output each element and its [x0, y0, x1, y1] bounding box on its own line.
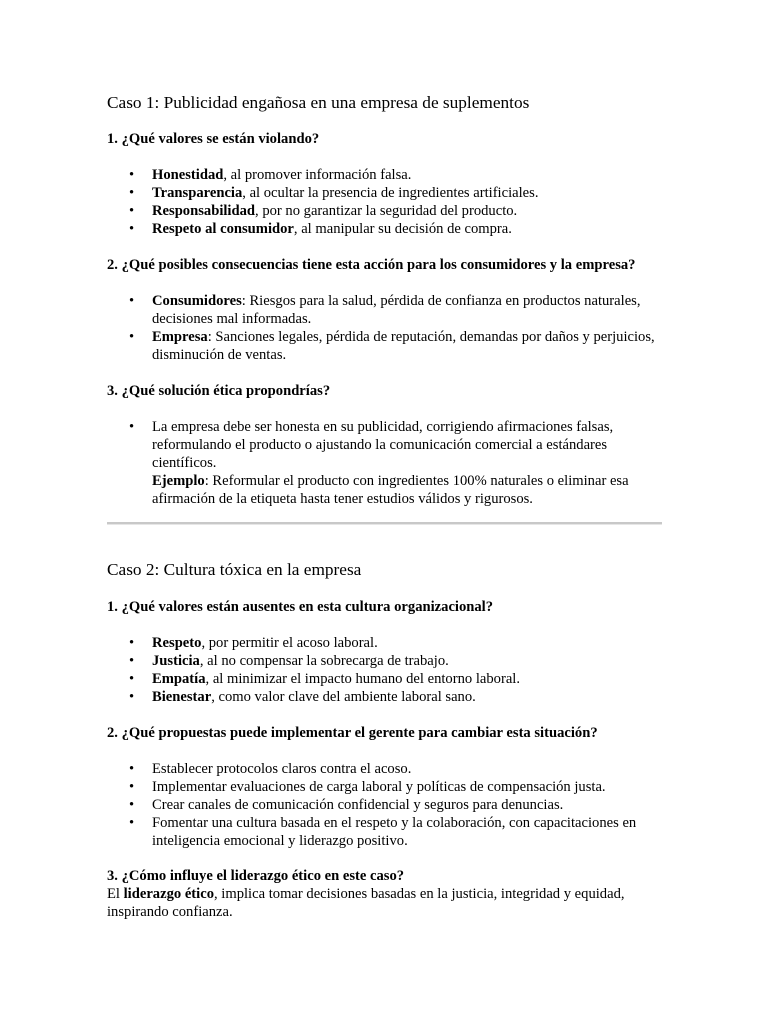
list-item: • Consumidores: Riesgos para la salud, pérdida de confianza en productos naturales, decisiones mal informadas.: [107, 292, 662, 328]
case2-proposals-list: [107, 760, 662, 850]
case1-consequences-list: [107, 292, 662, 364]
case2-question-2: 2. ¿Qué propuestas puede implementar el gerente para cambiar esta situación?: [107, 725, 598, 741]
list-item: • Establecer protocolos claros contra el acoso.: [107, 760, 662, 778]
list-item: • Crear canales de comunicación confidencial y seguros para denuncias.: [107, 796, 662, 814]
case2-question-1: 1. ¿Qué valores están ausentes en esta cultura organizacional?: [107, 599, 494, 615]
case1-title: Caso 1: Publicidad engañosa en una empresa de suplementos: [107, 93, 530, 112]
case1-values-list: [107, 166, 662, 238]
solution-text: La empresa debe ser honesta en su publicidad, corrigiendo afirmaciones falsas, reformulando el producto o ajustando la comunicación comercial a estándares científicos.: [152, 419, 614, 471]
list-item: [107, 418, 662, 508]
case2-question-3: 3. ¿Cómo influye el liderazgo ético en este caso?: [107, 868, 405, 884]
list-item: • Transparencia, al ocultar la presencia de ingredientes artificiales.: [107, 184, 662, 202]
list-item: • Respeto, por permitir el acoso laboral.: [107, 634, 662, 652]
list-item: • Fomentar una cultura basada en el respeto y la colaboración, con capacitaciones en inteligencia emocional y liderazgo positivo.: [107, 814, 662, 850]
list-item: • Empatía, al minimizar el impacto humano del entorno laboral.: [107, 670, 662, 688]
list-item: • Empresa: Sanciones legales, pérdida de reputación, demandas por daños y perjuicios, disminución de ventas.: [107, 328, 662, 364]
case2-title: Caso 2: Cultura tóxica en la empresa: [107, 560, 362, 579]
case1-question-1: 1. ¿Qué valores se están violando?: [107, 131, 320, 147]
example-label: Ejemplo: [152, 473, 205, 489]
list-item: • Responsabilidad, por no garantizar la seguridad del producto.: [107, 202, 662, 220]
list-item: • Bienestar, como valor clave del ambiente laboral sano.: [107, 688, 662, 706]
example-text: : Reformular el producto con ingredientes 100% naturales o eliminar esa afirmación de la etiqueta hasta tener estudios válidos y rigurosos.: [152, 473, 629, 507]
section-divider: [107, 522, 662, 525]
case1-solution-list: [107, 418, 662, 508]
case2-answer-3: El liderazgo ético, implica tomar decisiones basadas en la justicia, integridad y equidad, inspirando confianza.: [107, 886, 625, 920]
case1-question-3: 3. ¿Qué solución ética propondrías?: [107, 383, 331, 399]
list-item: • Respeto al consumidor, al manipular su decisión de compra.: [107, 220, 662, 238]
list-item: • Implementar evaluaciones de carga laboral y políticas de compensación justa.: [107, 778, 662, 796]
list-item: • Justicia, al no compensar la sobrecarga de trabajo.: [107, 652, 662, 670]
case2-values-list: [107, 634, 662, 706]
case1-question-2: 2. ¿Qué posibles consecuencias tiene esta acción para los consumidores y la empresa?: [107, 257, 636, 273]
list-item: • Honestidad, al promover información falsa.: [107, 166, 662, 184]
